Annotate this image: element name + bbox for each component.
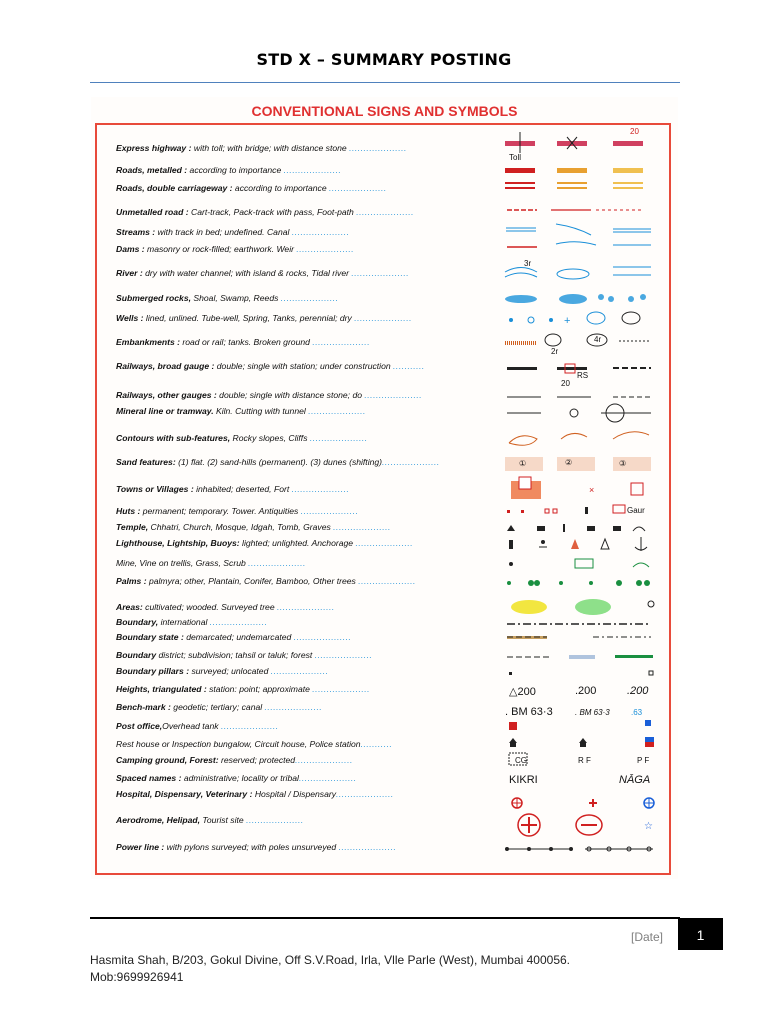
legend-row: Aerodrome, Helipad, Tourist site .................... — [116, 815, 304, 825]
height-point-label: .200 — [575, 685, 597, 697]
legend-row: Temple, Chhatri, Church, Mosque, Idgah, Tomb, Graves .................... — [116, 522, 391, 532]
stream-symbol — [506, 224, 651, 235]
railway-distance-label: 20 — [561, 379, 570, 388]
legend-row: Boundary, international .................... — [116, 617, 268, 627]
legend-row: Spaced names : administrative; locality or tribal.................... — [116, 773, 357, 783]
legend-row: Hospital, Dispensary, Veterinary : Hospital / Dispensary.................... — [116, 789, 394, 799]
state-boundary-symbol — [507, 636, 651, 639]
footer-address-block — [90, 952, 570, 986]
legend-row: Embankments : road or rail; tanks. Broken ground .................... — [116, 337, 371, 347]
metalled-road-symbol — [505, 168, 643, 173]
legend-row: Post office,Overhead tank .................... — [116, 721, 279, 731]
svg-text:+: + — [564, 315, 571, 327]
height-station-label: △200 — [509, 686, 536, 698]
wells-symbol — [509, 312, 640, 327]
legend-row: Lighthouse, Lightship, Buoys: lighted; unlighted. Anchorage .................... — [116, 538, 414, 548]
legend-row: Unmetalled road : Cart-track, Pack-track with pass, Foot-path .................... — [116, 207, 414, 217]
footer-date: [Date] — [631, 930, 664, 944]
legend-row: Express highway : with toll; with bridge; with distance stone .................... — [116, 143, 407, 153]
legend-row: Huts : permanent; temporary. Tower. Antiquities .................... — [116, 506, 359, 516]
document-title: STD X – SUMMARY POSTING — [256, 50, 512, 69]
legend-row: Boundary state : demarcated; undemarcated .................... — [116, 632, 352, 642]
legend-row: Mine, Vine on trellis, Grass, Scrub .................... — [116, 558, 306, 568]
svg-text:☆: ☆ — [644, 821, 653, 832]
legend-row: Boundary district; subdivision; tahsil or taluk; forest .................... — [116, 650, 373, 660]
camping-ground-label: CG — [515, 756, 527, 765]
legend-row: Sand features: (1) flat. (2) sand-hills (permanent). (3) dunes (shifting).................... — [116, 457, 440, 467]
legend-row: Mineral line or tramway. Kiln. Cutting with tunnel .................... — [116, 406, 366, 416]
header-divider — [90, 82, 680, 83]
sand-flat-label: ① — [519, 459, 527, 468]
legend-row: Rest house or Inspection bungalow, Circuit house, Police station........... — [116, 739, 393, 749]
legend-row: Areas: cultivated; wooded. Surveyed tree .................... — [116, 602, 335, 612]
railway-station-label: RS — [577, 371, 589, 380]
footer-mobile: Mob:9699926941 — [90, 970, 184, 984]
svg-text:×: × — [589, 485, 595, 495]
antiquities-label: Gaur — [627, 506, 645, 515]
hospital-symbol — [512, 798, 654, 808]
legend-row: Wells : lined, unlined. Tube-well, Spring, Tanks, perennial; dry .................... — [116, 313, 412, 323]
legend-row: Submerged rocks, Shoal, Swamp, Reeds .................... — [116, 293, 339, 303]
legend-row: Dams : masonry or rock-filled; earthwork. Weir .................... — [116, 244, 355, 254]
benchmark-canal-label: .63 — [631, 708, 643, 717]
express-highway-symbol — [505, 132, 643, 153]
benchmark-tertiary-label: . BM 63·3 — [575, 708, 610, 717]
legend-row: Heights, triangulated : station: point; approximate .................... — [116, 684, 371, 694]
legend-row: Boundary pillars : surveyed; unlocated .................... — [116, 666, 329, 676]
height-approx-label: .200 — [627, 685, 649, 697]
forest-reserved-label: R F — [578, 756, 591, 765]
legend-row: Railways, other gauges : double; single with distance stone; do .................... — [116, 390, 423, 400]
river-3r-label: 3r — [524, 259, 532, 268]
dam-symbol — [507, 242, 651, 247]
sand-hills-label: ② — [565, 458, 573, 467]
boundary-pillars-symbol — [509, 671, 653, 675]
mineral-line-symbol — [507, 404, 651, 422]
river-symbol — [505, 267, 651, 279]
post-office-symbol — [509, 720, 651, 730]
legend-row: Towns or Villages : inhabited; deserted, Fort .................... — [116, 484, 350, 494]
symbols-sheet-image — [91, 97, 678, 879]
embankment-symbol — [505, 334, 649, 346]
aerodrome-symbol — [518, 814, 653, 836]
district-boundary-symbol — [507, 655, 653, 659]
submerged-rocks-symbol — [505, 294, 646, 304]
legend-row: Roads, double carriageway : according to importance .................... — [116, 183, 387, 193]
legend-row: Streams : with track in bed; undefined. Canal .................... — [116, 227, 350, 237]
legend-row: Power line : with pylons surveyed; with poles unsurveyed .................... — [116, 842, 397, 852]
spaced-name-admin-label: KIKRI — [509, 774, 538, 786]
mine-symbol — [509, 559, 649, 568]
embankment-2r-label: 2r — [551, 347, 559, 356]
double-carriageway-symbol — [505, 182, 643, 189]
toll-label: Toll — [509, 153, 522, 162]
legend-row: Roads, metalled : according to importance .................... — [116, 165, 342, 175]
towns-symbol — [511, 477, 643, 499]
footer-address: Hasmita Shah, B/203, Gokul Divine, Off S.V.Road, Irla, Vlle Parle (West), Mumbai 400056. — [90, 953, 571, 967]
contour-symbol — [509, 432, 649, 445]
benchmark-geodetic-label: . BM 63·3 — [505, 706, 553, 718]
sand-features-symbol — [505, 457, 651, 471]
sand-dunes-label: ③ — [619, 459, 627, 468]
sheet-title: CONVENTIONAL SIGNS AND SYMBOLS — [251, 103, 518, 119]
lighthouse-symbol — [509, 537, 647, 551]
legend-row: Bench-mark : geodetic; tertiary; canal .................... — [116, 702, 323, 712]
legend-row: Contours with sub-features, Rocky slopes, Cliffs .................... — [116, 433, 368, 443]
legend-row: Railways, broad gauge : double; single with station; under construction ........... — [116, 361, 425, 371]
areas-symbol — [511, 599, 654, 615]
rest-house-symbol — [509, 737, 654, 747]
power-line-symbol — [505, 847, 653, 851]
page-number: 1 — [678, 918, 723, 950]
legend-row: River : dry with water channel; with island & rocks, Tidal river .................... — [116, 268, 410, 278]
spaced-name-tribal-label: NĀGA — [619, 774, 651, 786]
temple-symbol — [507, 524, 645, 532]
forest-protected-label: P F — [637, 756, 650, 765]
palms-symbol — [507, 580, 650, 586]
distance-stone-label: 20 — [630, 127, 639, 136]
huts-symbol — [507, 505, 625, 514]
embankment-4r-label: 4r — [594, 335, 602, 344]
footer-divider — [90, 917, 680, 919]
legend-row: Palms : palmyra; other, Plantain, Conifer, Bamboo, Other trees .................... — [116, 576, 416, 586]
legend-row: Camping ground, Forest: reserved; protected.................... — [116, 755, 353, 765]
